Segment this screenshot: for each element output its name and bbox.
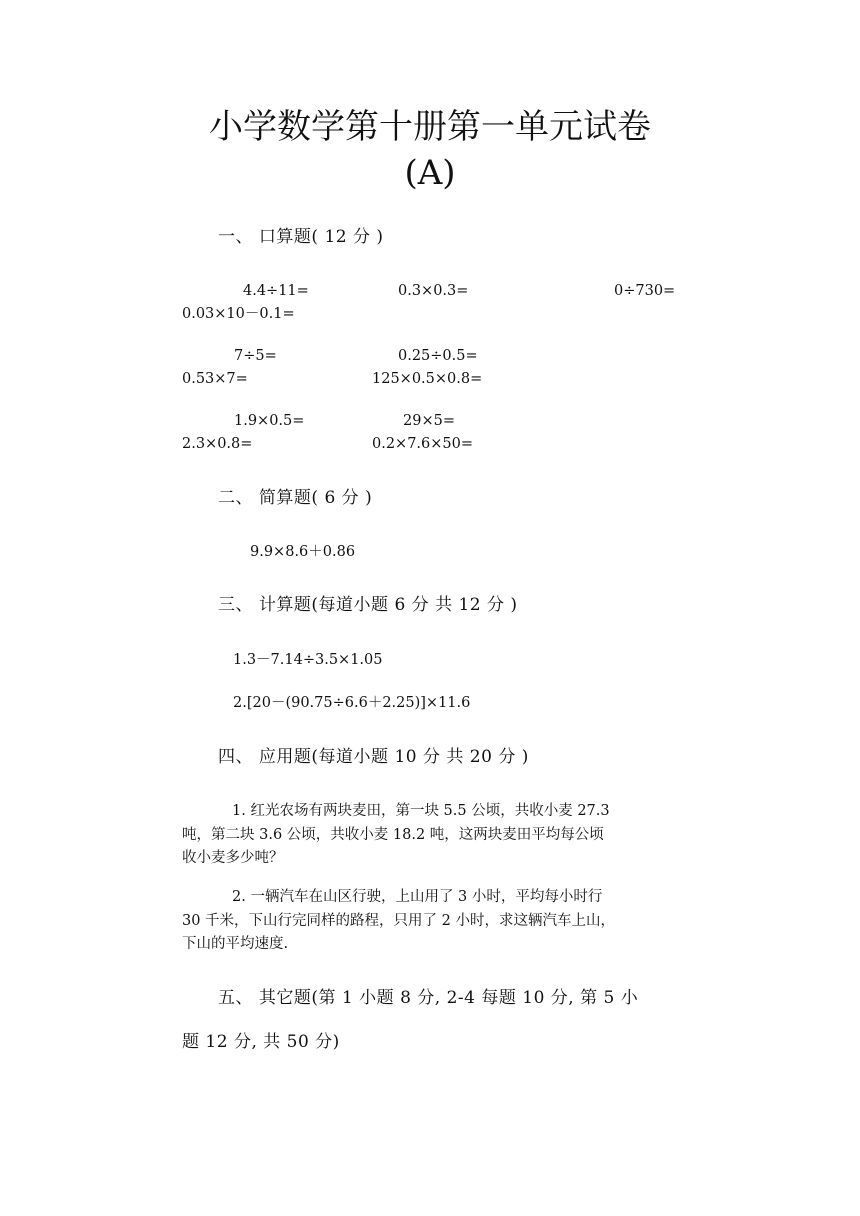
word-problem-2: [182, 886, 678, 957]
section-3-heading: 三、 计算题(每道小题 6 分 共 12 分 ): [218, 595, 518, 615]
oral-item: 29×5=: [403, 413, 455, 429]
oral-item: 0.3×0.3=: [398, 283, 469, 299]
simplify-item: 9.9×8.6＋0.86: [250, 544, 356, 560]
word-problem-line: 1. 红光农场有两块麦田，第一块 5.5 公顷，共收小麦 27.3: [232, 803, 610, 819]
word-problem-line: 下山的平均速度.: [182, 936, 289, 952]
word-problem-line: 30 千米，下山行完同样的路程，只用了 2 小时，求这辆汽车上山，: [182, 912, 616, 929]
exam-title: 小学数学第十册第一单元试卷: [209, 107, 651, 147]
calc-item: 2.[20－(90.75÷6.6＋2.25)]×11.6: [233, 695, 471, 711]
word-problem-line: 吨，第二块 3.6 公顷，共收小麦 18.2 吨，这两块麦田平均每公顷: [182, 826, 604, 843]
section-5-heading-cont: 题 12 分, 共 50 分): [182, 1032, 340, 1052]
section-5-heading: 五、 其它题(第 1 小题 8 分, 2-4 每题 10 分, 第 5 小: [218, 988, 639, 1008]
oral-item: 0.53×7=: [182, 371, 248, 387]
oral-item: 1.9×0.5=: [234, 413, 305, 429]
calc-item: 1.3－7.14÷3.5×1.05: [233, 652, 383, 668]
oral-item: 7÷5=: [234, 348, 277, 364]
oral-item: 125×0.5×0.8=: [372, 371, 483, 387]
section-2-heading: 二、 简算题( 6 分 ): [218, 488, 373, 508]
oral-item: 0÷730=: [614, 283, 676, 299]
section-1-heading: 一、 口算题( 12 分 ): [218, 227, 384, 247]
word-problem-line: 收小麦多少吨？: [182, 850, 284, 866]
section-4-heading: 四、 应用题(每道小题 10 分 共 20 分 ): [218, 747, 529, 767]
oral-item: 0.2×7.6×50=: [372, 436, 474, 452]
word-problem-1: [182, 800, 678, 871]
exam-title-variant: (A): [404, 153, 456, 193]
oral-item: 0.03×10－0.1=: [182, 306, 295, 322]
oral-item: 2.3×0.8=: [182, 436, 253, 452]
oral-item: 4.4÷11=: [243, 283, 309, 299]
word-problem-line: 2. 一辆汽车在山区行驶，上山用了 3 小时，平均每小时行: [232, 889, 603, 905]
oral-item: 0.25÷0.5=: [398, 348, 478, 364]
